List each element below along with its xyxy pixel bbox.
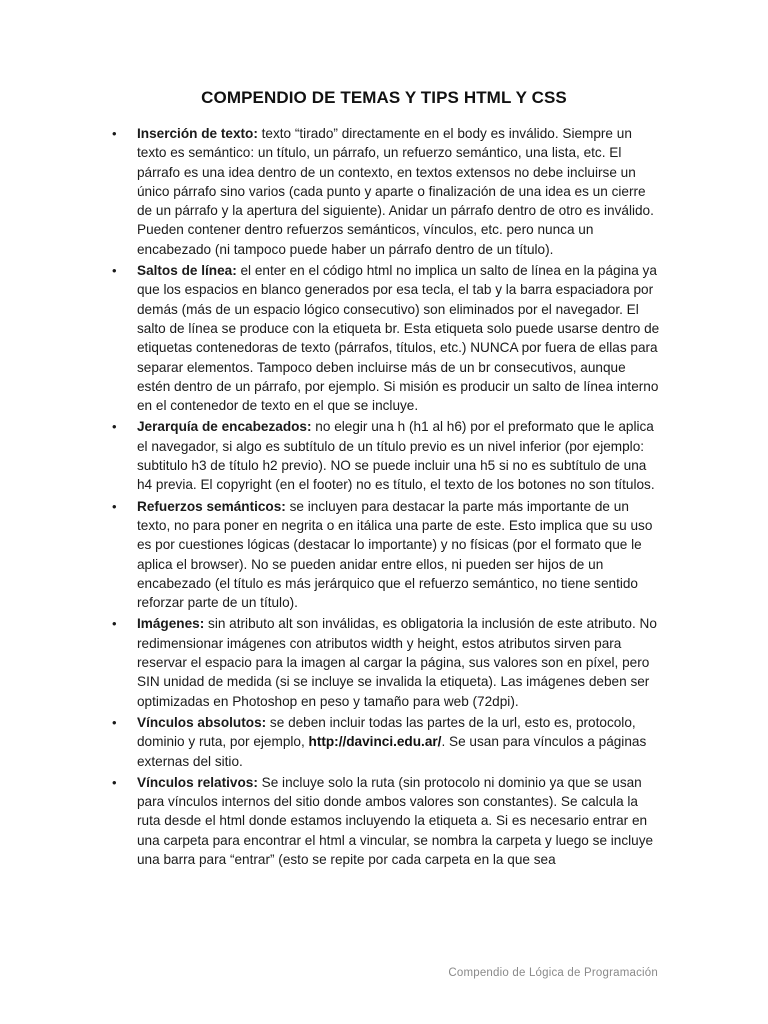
list-item-body: Se incluye solo la ruta (sin protocolo ni dominio ya que se usan para vínculos internos del sitio donde ambos valores son constantes). Se calcula la ruta desde el html donde estamos incluyendo la etiqueta a. Si es necesario entrar en una carpeta para encontrar el html a vincular, se nombra la carpeta y luego se incluye una barra para “entrar” (esto se repite por cada carpeta en la que sea bbox=[137, 774, 654, 867]
list-item-term: Saltos de línea: bbox=[137, 263, 237, 279]
page-footer: Compendio de Lógica de Programación bbox=[448, 967, 658, 979]
bullet-icon: • bbox=[112, 263, 117, 279]
bullet-icon: • bbox=[112, 714, 117, 730]
davinci-url-link[interactable]: http://davinci.edu.ar/ bbox=[308, 734, 442, 750]
bullet-icon: • bbox=[112, 419, 117, 435]
list-item-body: el enter en el código html no implica un salto de línea en la página ya que los espacios en blanco generados por esa tecla, el tab y la barra espaciadora por demás (más de un espacio lógico consecutivo) son eliminados por el navegador. El salto de línea se produce con la etiqueta br. Esta etiqueta solo puede usarse dentro de etiquetas contenedoras de texto (párrafos, títulos, etc.) NUNCA por fuera de ellas para separar elementos. Tampoco deben incluirse más de un br consecutivos, aunque estén dentro de un párrafo, por ejemplo. Si misión es producir un salto de línea interno en el contenedor de texto en el que se incluye. bbox=[137, 263, 660, 414]
list-item-term: Inserción de texto: bbox=[137, 126, 258, 141]
topic-list bbox=[112, 124, 660, 871]
list-item-text bbox=[137, 775, 653, 867]
list-item bbox=[112, 614, 660, 710]
list-item-term: Vínculos absolutos: bbox=[137, 714, 267, 730]
list-item-body: se deben incluir todas las partes de la url, esto es, protocolo, dominio y ruta, por ejemplo, bbox=[137, 714, 636, 750]
list-item-body: texto “tirado” directamente en el body es inválido. Siempre un texto es semántico: un título, un párrafo, un refuerzo semántico, una lista, etc. El párrafo es una idea dentro de un contexto, en textos extensos no debe incluirse un único párrafo sino varios (cada punto y aparte o finalización de una idea es un cierre de un párrafo y la apertura del siguiente). Anidar un párrafo dentro de otro es inválido. Pueden contener dentro refuerzos semánticos, vínculos, etc. pero nunca un encabezado (ni tampoco puede haber un párrafo dentro de un título). bbox=[137, 126, 654, 257]
list-item-body: se incluyen para destacar la parte más importante de un texto, no para poner en negrita o en itálica una parte de este. Esto implica que su uso es por cuestiones lógicas (destacar lo importante) y no físicas (por el formato que le aplica el browser). No se pueden anidar entre ellos, ni pueden ser hijos de un encabezado (el título es más jerárquico que el refuerzo semántico, no tiene sentido reforzar parte de un título). bbox=[137, 498, 653, 611]
bullet-icon: • bbox=[112, 498, 117, 514]
list-item-text bbox=[137, 616, 657, 708]
list-item bbox=[112, 773, 660, 869]
list-item-term: Imágenes: bbox=[137, 616, 205, 632]
list-item-body: no elegir una h (h1 al h6) por el preformato que le aplica el navegador, si algo es subtítulo de un título previo es un nivel inferior (por ejemplo: subtitulo h3 de título h2 previo). NO se puede incluir una h5 si no es subtítulo de una h4 previa. El copyright (en el footer) no es título, el texto de los botones no son títulos. bbox=[137, 419, 655, 493]
list-item-text bbox=[137, 499, 652, 610]
bullet-icon: • bbox=[112, 126, 117, 141]
list-item-term: Vínculos relativos: bbox=[137, 774, 258, 790]
list-item-body-after: . Se usan para vínculos a páginas externas del sitio. bbox=[137, 734, 647, 769]
list-item-term: Refuerzos semánticos: bbox=[137, 498, 286, 514]
list-item-term: Jerarquía de encabezados: bbox=[137, 419, 312, 435]
bullet-icon: • bbox=[112, 616, 117, 632]
bullet-icon: • bbox=[112, 774, 117, 790]
list-item bbox=[112, 124, 660, 259]
list-item bbox=[112, 261, 660, 415]
list-item-body: sin atributo alt son inválidas, es obligatoria la inclusión de este atributo. No redimensionar imágenes con atributos width y height, estos atributos sirven para reservar el espacio para la imagen al cargar la página, sus valores son en píxel, pero SIN unidad de medida (si se incluye se invalida la etiqueta). Las imágenes deben ser optimizadas en Photoshop en peso y tamaño para web (72dpi). bbox=[137, 616, 657, 709]
document-title: COMPENDIO DE TEMAS Y TIPS HTML Y CSS bbox=[201, 88, 567, 107]
list-item bbox=[112, 713, 660, 771]
list-item-text bbox=[137, 715, 646, 769]
list-item bbox=[112, 417, 660, 494]
list-item-text bbox=[137, 126, 654, 257]
list-item bbox=[112, 497, 660, 613]
list-item-text bbox=[137, 263, 659, 413]
list-item-text bbox=[137, 419, 655, 492]
